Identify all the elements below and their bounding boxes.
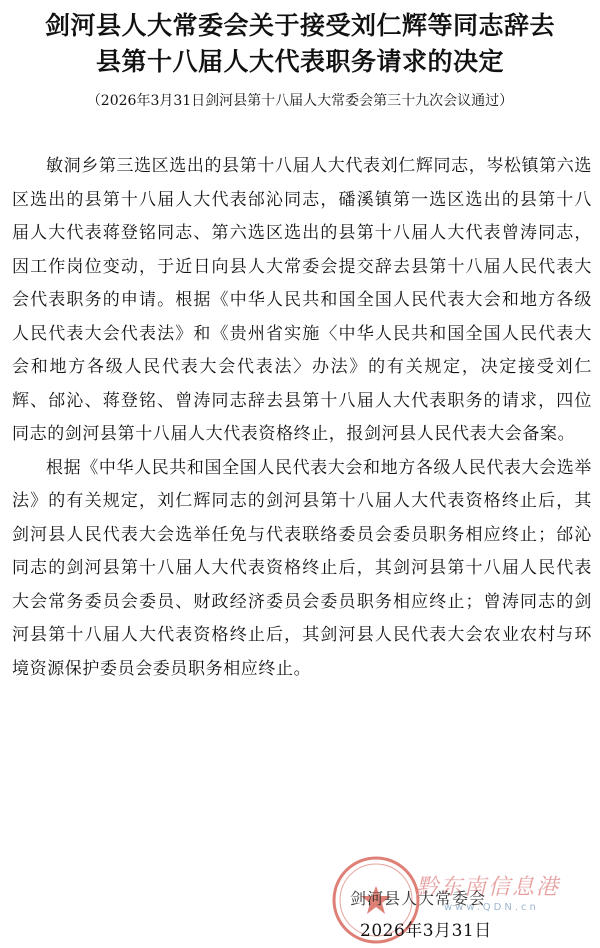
paragraph-1: 敏洞乡第三选区选出的县第十八届人大代表刘仁辉同志，岑松镇第六选区选出的县第十八届人大代表邰沁同志，磻溪镇第一选区选出的县第十八届人大代表蒋登铭同志、第六选区选出的县第十八届人大代表曾涛同志，因工作岗位变动，于近日向县人大常委会提交辞去县第十八届人民代表大会代表职务的申请。根据《中华人民共和国全国人民代表大会和地方各级人民代表大会代表法》和《贵州省实施〈中华人民共和国全国人民代表大会和地方各级人民代表大会代表法〉办法》的有关规定，决定接受刘仁辉、邰沁、蒋登铭、曾涛同志辞去县第十八届人大代表职务的请求，四位同志的剑河县第十八届人大代表资格终止，报剑河县人民代表大会备案。 — [12, 156, 592, 444]
watermark-url: www.QDN.cn — [444, 902, 539, 913]
issuer-signature: 剑河县人大常委会 — [350, 889, 487, 908]
document-body — [12, 150, 592, 686]
paragraph-2: 根据《中华人民共和国全国人民代表大会和地方各级人民代表大会选举法》的有关规定，刘仁辉同志的剑河县第十八届人大代表资格终止后，其剑河县人民代表大会选举任免与代表联络委员会委员职务相应终止；邰沁同志的剑河县第十八届人大代表资格终止后，其剑河县第十八届人民代表大会常务委员会委员、财政经济委员会委员职务相应终止；曾涛同志的剑河县第十八届人大代表资格终止后，其剑河县人民代表大会农业农村与环境资源保护委员会委员职务相应终止。 — [12, 457, 592, 679]
document-title-line1: 剑河县人大常委会关于接受刘仁辉等同志辞去 — [44, 11, 555, 40]
document-title-line2: 县第十八届人大代表职务请求的决定 — [95, 47, 504, 76]
issue-date: 2026年3月31日 — [360, 921, 492, 941]
document-subtitle: （2026年3月31日剑河县第十八届人大常委会第三十九次会议通过） — [86, 93, 514, 109]
watermark-text: 黔东南信息港 — [416, 875, 561, 900]
